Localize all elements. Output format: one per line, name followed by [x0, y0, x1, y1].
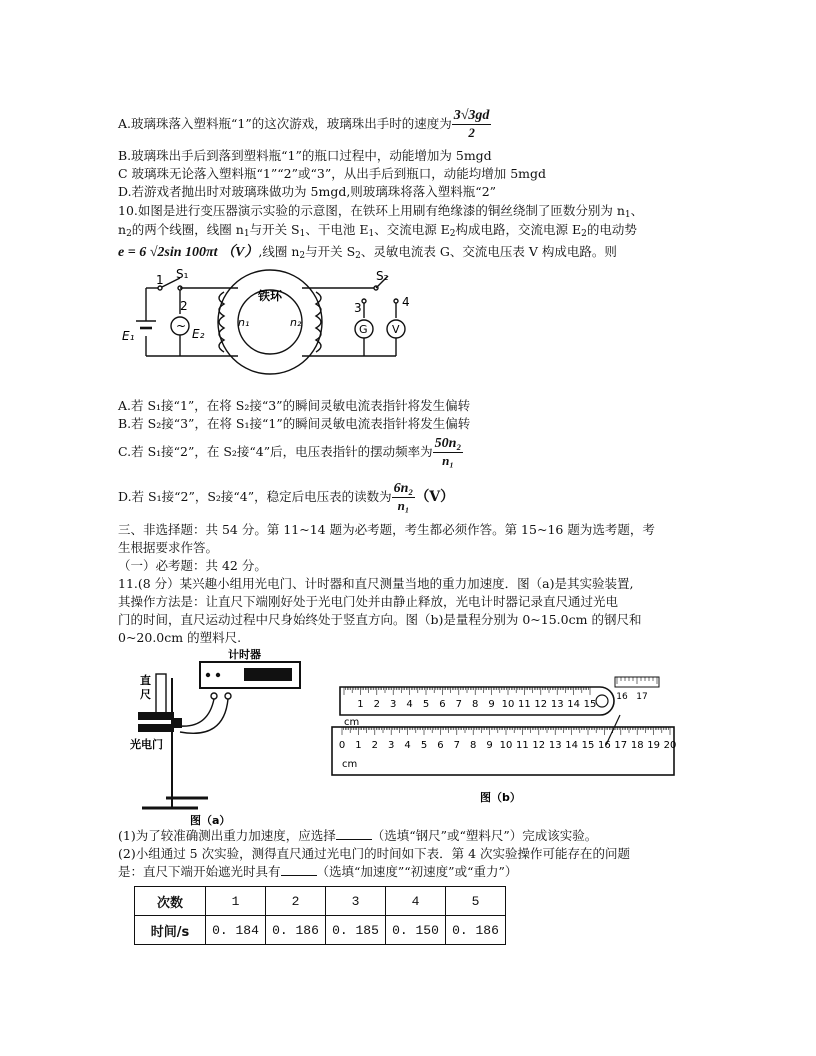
time-cell: 0. 186	[446, 916, 506, 945]
plastic-tick-label: 13	[548, 740, 562, 751]
trial-cell: 4	[386, 887, 446, 916]
plastic-tick-label: 6	[437, 740, 444, 751]
steel-tick-label: 14	[567, 699, 580, 710]
steel-tick-label: 10	[501, 699, 515, 710]
plastic-tick-label: 18	[630, 740, 644, 751]
plastic-ruler	[332, 727, 674, 775]
q10-stem-line3: e = 6 √2sin 100πt （V）,线圈 $n_2$与开关 $S_2$、灵敏电流表 G、交流电压表 V 构成电路。则	[118, 244, 617, 261]
steel-tick-label: 7	[455, 699, 462, 710]
galvanometer-icon: G	[359, 323, 368, 336]
steel-tick-label: 12	[534, 699, 548, 710]
timer-label: 计时器	[228, 648, 261, 661]
steel-tick-label: 15	[583, 699, 597, 710]
label-s2: S₂	[376, 269, 389, 283]
steel-tick-label: 2	[373, 699, 380, 710]
plastic-cm-label: cm	[342, 759, 358, 770]
terminal-1: 1	[156, 273, 164, 287]
transformer-diagram	[118, 266, 418, 396]
q9-option-d: D.若游戏者抛出时对玻璃珠做功为 5mgd,则玻璃珠将落入塑料瓶“2”	[118, 184, 497, 199]
timing-table	[134, 886, 506, 945]
header-time: 时间/s	[135, 916, 206, 945]
plastic-tick-label: 7	[453, 740, 460, 751]
q10-option-d-fraction: $\frac{\text{6n₂}}{\text{n₁}}$	[393, 481, 414, 513]
q9-option-a-fraction: $\frac{3√3gd}{2}$	[453, 108, 490, 140]
photogate-label: 光电门	[130, 738, 163, 751]
steel-tick-label: 5	[422, 699, 430, 710]
steel-tick-label: 13	[550, 699, 564, 710]
answer-blank-2[interactable]	[281, 865, 317, 876]
rulers-figure-b	[330, 675, 690, 807]
plastic-tick-label: 16	[598, 740, 611, 751]
label-n1: n₁	[238, 316, 250, 329]
plastic-tick-label: 0	[338, 740, 346, 751]
steel-tick-label: 3	[390, 699, 397, 710]
figure-a-caption: 图（a）	[190, 814, 231, 827]
plastic-tick-label: 12	[532, 740, 546, 751]
section3-line3: （一）必考题：共 42 分。	[118, 558, 267, 573]
q11-stem-line2: 其操作方法是：让直尺下端刚好处于光电门处并由静止释放，光电计时器记录直尺通过光电	[118, 594, 619, 609]
terminal-3: 3	[354, 301, 362, 315]
q11-sub2-line1: (2)小组通过 5 次实验，测得直尺通过光电门的时间如下表．第 4 次实验操作可能存在的问题	[118, 846, 631, 861]
steel-tick-label: 11	[518, 699, 531, 710]
time-cell: 0. 184	[206, 916, 266, 945]
plastic-tick-label: 8	[470, 740, 477, 751]
q10-option-b: B.若 S₂接“3”，在将 S₁接“1”的瞬间灵敏电流表指针将发生偏转	[118, 416, 471, 431]
section3-line1: 三、非选择题：共 54 分。第 11~14 题为必考题，考生都必须作答。第 15~16 题为选考题，考	[118, 522, 655, 537]
q11-sub1: (1)为了较准确测出重力加速度，应选择 （选填“钢尺”或“塑料尺”）完成该实验。	[118, 828, 598, 843]
q9-option-b: B.玻璃珠出手后到落到塑料瓶“1”的瓶口过程中，动能增加为 5mgd	[118, 148, 492, 163]
label-e1: E₁	[122, 329, 135, 343]
header-trial: 次数	[135, 887, 206, 916]
zoom-tick-label: 16	[616, 692, 628, 702]
trial-cell: 1	[206, 887, 266, 916]
time-cell: 0. 150	[386, 916, 446, 945]
apparatus-figure-a	[128, 648, 328, 828]
ac-source-icon: ~	[176, 319, 187, 333]
zoom-tick-label: 17	[636, 692, 648, 702]
q9-option-a: A.玻璃珠落入塑料瓶“1”的这次游戏，玻璃珠出手时的速度为 $\frac{3√3gd}{2}$	[118, 108, 490, 140]
ring-label: 铁环	[258, 289, 283, 303]
plastic-tick-label: 10	[499, 740, 513, 751]
trial-cell: 5	[446, 887, 506, 916]
q10-stem-line2: $n_2$的两个线圈，线圈 $n_1$与开关 $S_1$、干电池 $E_1$、交流电源 $E_2$构成电路，交流电源 $E_2$的电动势	[118, 222, 637, 239]
plastic-tick-label: 1	[355, 740, 362, 751]
plastic-tick-label: 19	[647, 740, 660, 751]
trial-cell: 3	[326, 887, 386, 916]
steel-tick-label: 8	[472, 699, 479, 710]
plastic-tick-label: 11	[516, 740, 529, 751]
plastic-tick-label: 20	[663, 740, 677, 751]
voltmeter-icon: V	[392, 323, 400, 336]
figure-b-caption: 图（b）	[480, 791, 521, 804]
plastic-tick-label: 5	[420, 740, 428, 751]
plastic-tick-label: 17	[614, 740, 628, 751]
ruler-label-1: 直	[140, 674, 151, 687]
ruler-label-2: 尺	[140, 688, 151, 701]
q11-stem-line4: 0~20.0cm 的塑料尺.	[118, 630, 242, 645]
q10-stem-line1: 10.如图是进行变压器演示实验的示意图，在铁环上用刷有绝缘漆的铜丝绕制了匝数分别为 $n_1$、	[118, 203, 644, 220]
steel-tick-label: 6	[439, 699, 446, 710]
plastic-tick-label: 9	[486, 740, 493, 751]
plastic-tick-label: 4	[404, 740, 411, 751]
time-cell: 0. 185	[326, 916, 386, 945]
plastic-tick-label: 15	[581, 740, 595, 751]
terminal-4: 4	[402, 295, 410, 309]
answer-blank-1[interactable]	[336, 829, 372, 840]
plastic-tick-label: 2	[371, 740, 378, 751]
q11-stem-line3: 门的时间，直尺运动过程中尺身始终处于竖直方向。图（b)是量程分别为 0~15.0cm 的钢尺和	[118, 612, 642, 627]
plastic-tick-label: 3	[388, 740, 395, 751]
q9-option-c: C 玻璃珠无论落入塑料瓶“1”“2”或“3”，从出手后到瓶口，动能均增加 5mgd	[118, 166, 547, 181]
plastic-tick-label: 14	[565, 740, 578, 751]
q10-emf-formula: e = 6 √2sin 100πt （V）	[118, 245, 259, 260]
steel-tick-label: 4	[406, 699, 413, 710]
q11-stem-line1: 11.(8 分）某兴趣小组用光电门、计时器和直尺测量当地的重力加速度．图（a)是其实验装置,	[118, 576, 634, 591]
label-n2: n₂	[290, 316, 302, 329]
table-row	[135, 887, 506, 916]
table-row	[135, 916, 506, 945]
steel-tick-label: 1	[357, 699, 364, 710]
q10-option-c: C.若 S₁接“2”，在 S₂接“4”后，电压表指针的摆动频率为 $\frac{\text{50n₂}}{\text{n₁}}$	[118, 436, 462, 468]
steel-tick-label: 9	[488, 699, 495, 710]
time-cell: 0. 186	[266, 916, 326, 945]
terminal-2: 2	[180, 299, 188, 313]
label-s1: S₁	[176, 267, 189, 281]
q10-option-c-fraction: $\frac{\text{50n₂}}{\text{n₁}}$	[434, 436, 462, 468]
steel-cm-label: cm	[344, 717, 360, 728]
q11-sub2-line2: 是：直尺下端开始遮光时具有 （选填“加速度”“初速度”或“重力”）	[118, 864, 518, 879]
section3-line2: 生根据要求作答。	[118, 540, 219, 555]
label-e2: E₂	[192, 327, 205, 341]
q10-option-a: A.若 S₁接“1”，在将 S₂接“3”的瞬间灵敏电流表指针将发生偏转	[118, 398, 471, 413]
q10-option-d: D.若 S₁接“2”，S₂接“4”，稳定后电压表的读数为 $\frac{\text{6n₂}}{\text{n₁}}$ （V）	[118, 481, 455, 513]
trial-cell: 2	[266, 887, 326, 916]
